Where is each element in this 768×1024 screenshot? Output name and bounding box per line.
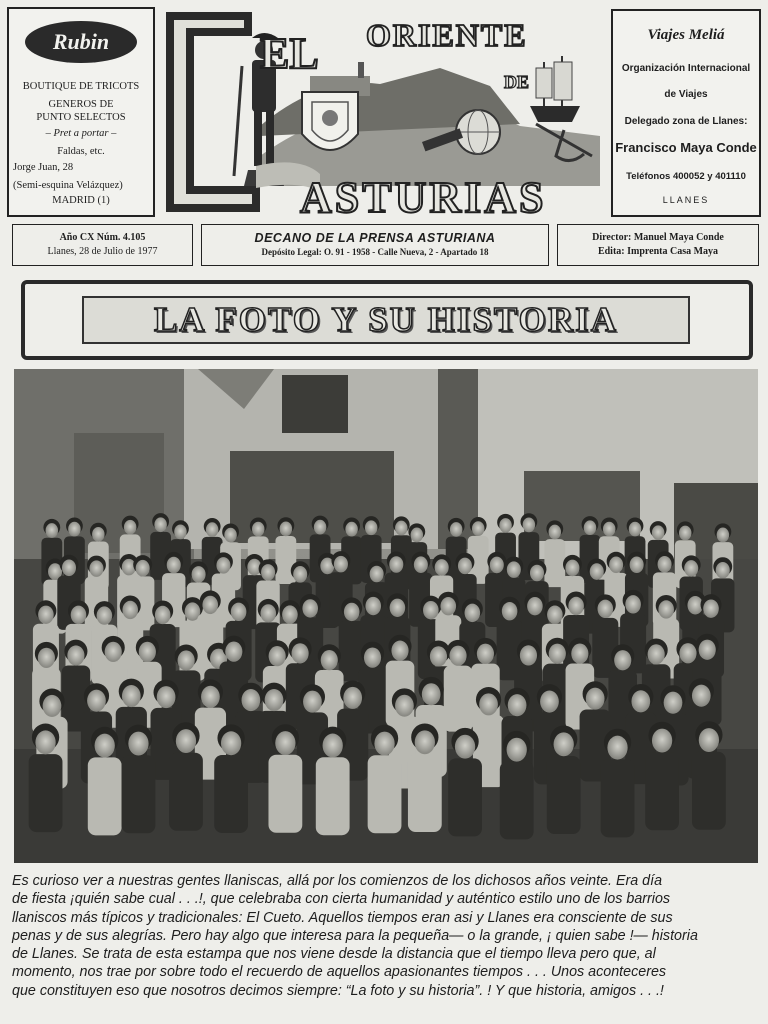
masthead-title-el: EL (260, 29, 319, 78)
caption-line: penas y de sus alegrías. Pero hay algo que interesa para la pequeña— o la grande, ¡ quien sabe !— historia (12, 927, 698, 944)
ad-city: MADRID (1) (52, 195, 110, 206)
editor: Edita: Imprenta Casa Maya (597, 246, 719, 257)
section-title-frame (82, 296, 690, 344)
ad-line: BOUTIQUE DE TRICOTS (22, 81, 140, 92)
publication-info (201, 224, 549, 266)
ad-contact-name: Francisco Maya Conde (615, 140, 757, 155)
ad-line: PUNTO SELECTOS (36, 112, 126, 123)
historic-group-photo (14, 369, 758, 863)
caption-line: de fiesta ¡quién sabe cual . . .!, que celebraba con cierta humanidad y auténtico estilo uno de los barrios (12, 891, 671, 908)
masthead-title-oriente: ORIENTE (366, 17, 528, 53)
viajes-melia-advertisement (611, 9, 761, 217)
director: Director: Manuel Maya Conde (592, 232, 724, 243)
ad-address: Jorge Juan, 28 (13, 162, 74, 173)
caption-line: momento, nos trae por sobre todo el recuerdo de aquellos apasionantes tiempos . . . Unos aconteceres (12, 964, 667, 981)
photo-caption (12, 872, 759, 1000)
caption-line: que constituyen eso que nosotros decimos siempre: “La foto y su historia”. ! Y que historia, amigos . . .! (12, 982, 664, 999)
masthead-illustration (160, 6, 606, 218)
tagline: DECANO DE LA PRENSA ASTURIANA (254, 231, 496, 245)
caption-line: de Llanes. Se trata de esta estampa que nos viene desde la distancia que el tiempo lleva pero que, al (12, 946, 656, 963)
ad-line: Faldas, etc. (57, 146, 105, 157)
ad-city: LLANES (662, 195, 710, 205)
ad-line: Organización Internacional (621, 63, 751, 74)
caption-line: Es curioso ver a nuestras gentes llaniscas, allá por los comienzos de los dichosos años veinte. Era día (12, 873, 663, 889)
ad-line: de Viajes (664, 89, 708, 100)
staff-info (557, 224, 759, 266)
caption-line: llaniscos más típicos y tradicionales: El Cueto. Aquellos tiempos eran asi y Llanes era consciente de sus (12, 909, 673, 926)
ad-phones: Teléfonos 400052 y 401110 (626, 171, 746, 182)
legal-deposit: Depósito Legal: O. 91 - 1958 - Calle Nueva, 2 - Apartado 18 (261, 247, 489, 257)
section-title: LA FOTO Y SU HISTORIA (153, 300, 619, 339)
ad-line: – Pret a portar – (45, 128, 117, 139)
ad-line: Delegado zona de Llanes: (624, 116, 748, 127)
ad-title: Viajes Meliá (647, 27, 725, 43)
ad-address: (Semi-esquina Velázquez) (13, 180, 123, 191)
rubin-advertisement (7, 7, 155, 217)
crowd (29, 513, 735, 839)
issue-info (12, 224, 193, 266)
ad-line: GENEROS DE (48, 99, 114, 110)
issue-date: Llanes, 28 de Julio de 1977 (47, 246, 158, 257)
masthead-title-de: DE (504, 72, 530, 92)
masthead-title-asturias: ASTURIAS (300, 173, 547, 218)
rubin-logo: Rubin (25, 21, 137, 63)
issue-number: Año CX Núm. 4.105 (59, 232, 146, 243)
section-banner (21, 280, 753, 360)
